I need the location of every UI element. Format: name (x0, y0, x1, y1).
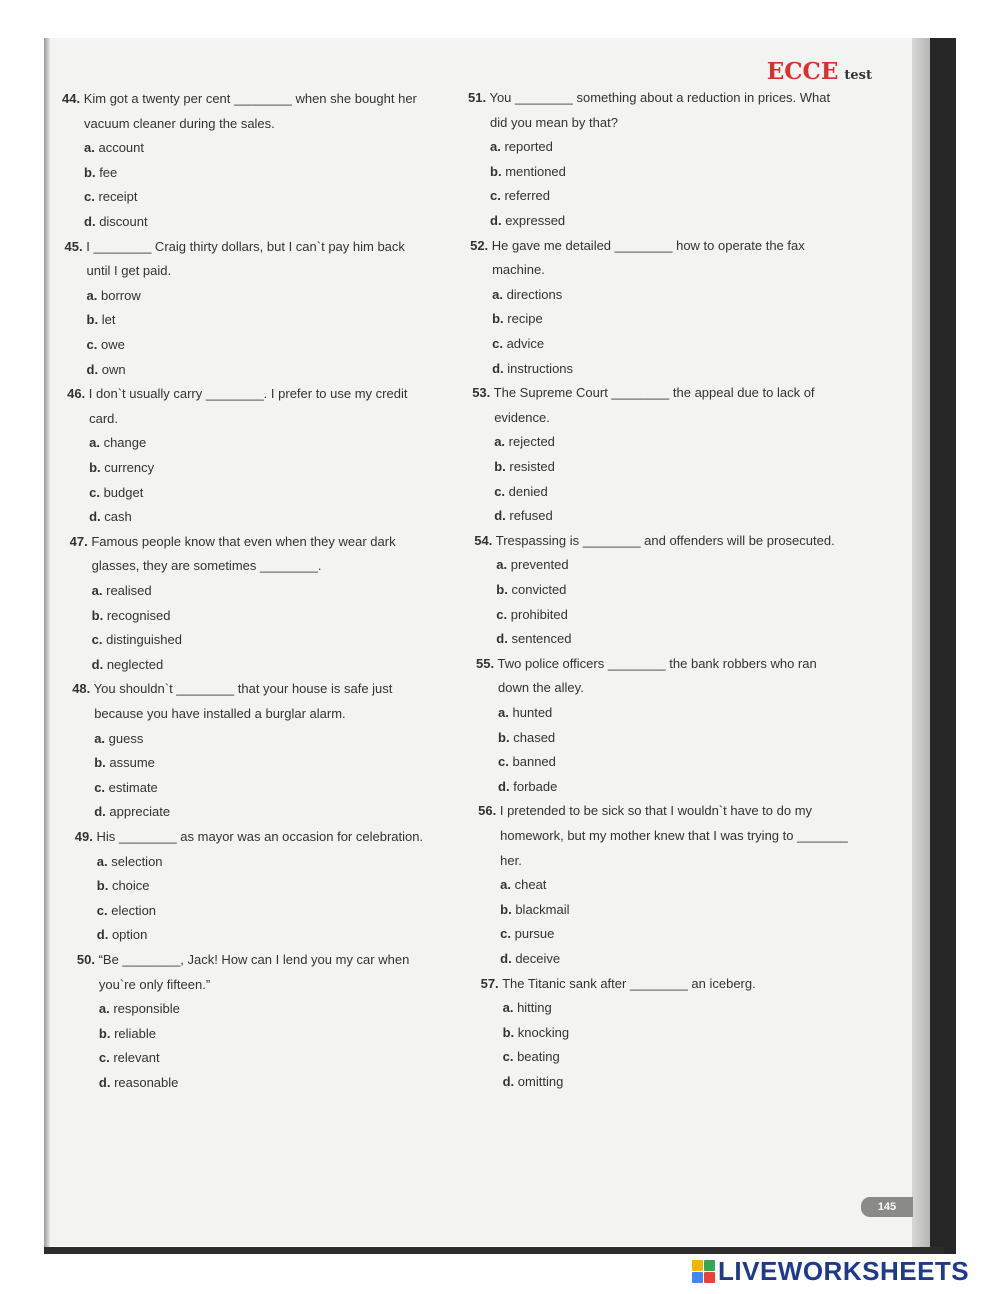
option-text: relevant (113, 1050, 160, 1066)
option-letter: a. (86, 287, 98, 303)
option-letter: a. (490, 139, 501, 155)
option-letter: a. (91, 582, 103, 598)
exam-brand: ECCE (766, 58, 839, 85)
option-text: selection (111, 853, 163, 869)
answer-option[interactable] (67, 456, 407, 481)
answer-option[interactable] (470, 357, 805, 382)
page-left-edge (44, 38, 50, 1248)
question-50 (77, 948, 409, 1096)
question-number: 49. (74, 829, 93, 844)
question-44 (62, 87, 417, 235)
question-stem-continued: machine. (492, 262, 545, 278)
option-text: change (103, 435, 147, 451)
option-text: assume (109, 755, 155, 771)
option-text: omitting (517, 1073, 564, 1089)
option-text: rejected (508, 434, 555, 450)
question-stem: He gave me detailed ________ how to operate the fax (491, 237, 805, 253)
question-stem-continued: homework, but my mother knew that I was trying to _______ (500, 827, 848, 843)
option-text: budget (103, 484, 144, 500)
answer-option[interactable] (75, 850, 423, 875)
answer-option[interactable] (474, 553, 834, 578)
option-text: recipe (507, 311, 543, 327)
option-text: banned (512, 754, 556, 770)
exam-label: test (844, 68, 872, 83)
question-number: 48. (72, 681, 91, 697)
option-letter: a. (496, 557, 508, 573)
question-47 (70, 530, 396, 678)
option-text: prevented (510, 557, 569, 573)
question-55 (476, 652, 817, 800)
option-letter: a. (502, 1000, 514, 1016)
option-text: cheat (514, 877, 547, 893)
question-number: 55. (476, 655, 495, 671)
answer-option[interactable] (468, 184, 830, 209)
answer-option[interactable] (72, 727, 392, 752)
answer-option[interactable] (65, 284, 405, 309)
option-text: receipt (98, 189, 138, 205)
option-text: mentioned (505, 163, 566, 179)
option-letter: c. (89, 484, 100, 500)
answer-option[interactable] (472, 455, 814, 480)
question-stem-continued: down the alley. (498, 680, 584, 696)
answer-option[interactable] (472, 504, 814, 529)
option-text: forbade (513, 778, 558, 794)
option-letter: c. (492, 335, 503, 351)
page-number: 145 (861, 1197, 913, 1217)
option-text: realised (106, 582, 152, 598)
option-text: advice (506, 335, 545, 351)
question-57 (481, 972, 756, 1095)
option-text: appreciate (109, 804, 171, 820)
question-stem-continued: her. (500, 852, 522, 868)
option-text: pursue (514, 926, 555, 942)
option-text: hunted (512, 704, 553, 720)
option-letter: a. (84, 140, 95, 156)
question-number: 47. (69, 533, 88, 549)
answer-option[interactable] (481, 1021, 756, 1046)
option-text: hitting (517, 1000, 552, 1016)
option-text: account (98, 140, 145, 156)
answer-option[interactable] (474, 578, 834, 603)
answer-option[interactable] (474, 603, 834, 628)
question-stem: The Titanic sank after ________ an iceberg. (502, 975, 756, 991)
question-stem-continued: card. (89, 410, 118, 426)
answer-option[interactable] (481, 996, 756, 1021)
option-letter: d. (500, 950, 512, 966)
option-text: expressed (505, 212, 566, 228)
option-letter: d. (91, 656, 104, 672)
option-letter: c. (91, 632, 103, 648)
answer-option[interactable] (77, 997, 409, 1022)
answer-option[interactable] (474, 627, 834, 652)
option-letter: c. (96, 902, 108, 918)
question-stem: I pretended to be sick so that I wouldn`t have to do my (499, 803, 813, 819)
option-letter: b. (91, 607, 104, 623)
question-54 (474, 529, 834, 652)
question-51 (468, 86, 830, 234)
question-stem-continued: glasses, they are sometimes ________. (91, 558, 322, 574)
answer-option[interactable] (77, 1046, 409, 1071)
option-text: reported (504, 139, 553, 155)
answer-option[interactable] (72, 800, 392, 825)
option-letter: b. (89, 459, 101, 475)
option-text: recognised (106, 607, 171, 623)
answer-option[interactable] (62, 136, 417, 161)
question-stem: “Be ________, Jack! How can I lend you my car when (98, 952, 410, 967)
question-46 (67, 382, 407, 530)
page-bottom-shadow (44, 1247, 944, 1254)
question-53 (472, 381, 814, 529)
question-52 (470, 234, 805, 382)
option-letter: c. (496, 606, 508, 622)
option-text: directions (506, 286, 563, 302)
answer-option[interactable] (67, 431, 407, 456)
answer-option[interactable] (75, 899, 423, 924)
option-letter: a. (494, 434, 506, 450)
option-text: reasonable (114, 1074, 179, 1090)
question-stem: You ________ something about a reduction in prices. What (489, 90, 831, 105)
question-stem: You shouldn`t ________ that your house is safe just (93, 681, 393, 697)
answer-option[interactable] (476, 750, 817, 775)
option-text: blackmail (515, 901, 570, 917)
question-49 (75, 825, 423, 948)
option-text: let (101, 312, 116, 328)
option-letter: d. (86, 361, 99, 377)
option-text: option (111, 927, 148, 943)
question-48 (72, 677, 392, 825)
option-letter: b. (498, 729, 510, 745)
option-text: resisted (509, 458, 555, 474)
option-letter: a. (498, 704, 509, 720)
question-stem: Kim got a twenty per cent ________ when she bought her (83, 91, 417, 106)
answer-option[interactable] (470, 332, 805, 357)
option-text: currency (104, 459, 155, 475)
answer-option[interactable] (476, 701, 817, 726)
liveworksheets-logo-icon (692, 1260, 714, 1282)
book-spine (930, 38, 956, 1254)
option-letter: c. (86, 336, 98, 352)
question-stem-continued: evidence. (494, 409, 550, 425)
answer-option[interactable] (62, 210, 417, 235)
option-text: refused (509, 508, 553, 524)
answer-option[interactable] (476, 726, 817, 751)
answer-option[interactable] (472, 480, 814, 505)
answer-option[interactable] (65, 333, 405, 358)
question-number: 46. (67, 386, 86, 402)
page-header (767, 58, 872, 85)
question-stem: I don`t usually carry ________. I prefer to use my credit (88, 386, 408, 402)
answer-option[interactable] (70, 628, 396, 653)
option-letter: d. (84, 213, 96, 229)
answer-option[interactable] (481, 1045, 756, 1070)
option-letter: a. (96, 853, 108, 869)
option-text: chased (513, 729, 556, 745)
question-stem-continued: because you have installed a burglar alarm. (94, 705, 346, 721)
option-letter: c. (98, 1050, 110, 1066)
answer-option[interactable] (67, 481, 407, 506)
question-stem: Trespassing is ________ and offenders will be prosecuted. (495, 532, 835, 548)
option-letter: d. (492, 360, 504, 376)
option-letter: a. (89, 435, 100, 451)
answer-option[interactable] (468, 135, 830, 160)
option-text: election (111, 902, 157, 918)
option-letter: a. (98, 1001, 110, 1017)
question-stem-continued: until I get paid. (86, 263, 172, 279)
option-text: discount (99, 213, 148, 229)
option-letter: a. (492, 286, 503, 302)
option-letter: b. (500, 901, 512, 917)
option-letter: d. (502, 1073, 515, 1089)
option-letter: b. (502, 1024, 515, 1040)
answer-option[interactable] (468, 160, 830, 185)
answer-option[interactable] (470, 283, 805, 308)
option-text: knocking (517, 1024, 570, 1040)
option-letter: c. (502, 1049, 514, 1065)
option-text: own (101, 361, 126, 377)
option-text: prohibited (510, 606, 568, 622)
answer-option[interactable] (478, 947, 848, 972)
question-number: 54. (474, 532, 493, 548)
option-letter: c. (84, 189, 95, 205)
question-number: 50. (76, 952, 95, 967)
question-stem-continued: did you mean by that? (490, 114, 618, 130)
option-letter: d. (498, 778, 510, 794)
answer-option[interactable] (65, 308, 405, 333)
option-letter: c. (500, 926, 511, 942)
question-45 (65, 235, 405, 383)
option-letter: b. (84, 164, 96, 180)
answer-option[interactable] (468, 209, 830, 234)
book-spine-shadow (912, 38, 930, 1250)
question-number: 53. (472, 385, 491, 401)
liveworksheets-brand (692, 1256, 969, 1286)
option-letter: c. (94, 779, 106, 795)
answer-option[interactable] (470, 307, 805, 332)
question-number: 44. (62, 91, 81, 106)
option-letter: d. (98, 1074, 111, 1090)
question-number: 51. (468, 90, 487, 105)
option-letter: d. (494, 508, 506, 524)
option-letter: a. (500, 877, 511, 893)
option-text: beating (517, 1049, 560, 1065)
option-text: cash (104, 509, 132, 525)
option-text: choice (111, 878, 150, 894)
option-letter: b. (490, 163, 502, 179)
option-letter: c. (494, 483, 506, 499)
option-text: referred (504, 188, 550, 204)
question-stem: I ________ Craig thirty dollars, but I can`t pay him back (86, 238, 405, 254)
question-stem: His ________ as mayor was an occasion for celebration. (96, 829, 424, 844)
option-letter: b. (496, 581, 508, 597)
question-number: 52. (470, 237, 489, 253)
answer-option[interactable] (72, 751, 392, 776)
answer-option[interactable] (478, 898, 848, 923)
answer-option[interactable] (481, 1070, 756, 1095)
option-letter: a. (94, 730, 106, 746)
answer-option[interactable] (67, 505, 407, 530)
option-letter: d. (96, 927, 109, 943)
liveworksheets-wordmark: LIVEWORKSHEETS (718, 1255, 970, 1286)
option-text: guess (108, 730, 144, 746)
option-letter: b. (96, 878, 109, 894)
answer-option[interactable] (62, 185, 417, 210)
question-stem-continued: you`re only fifteen.” (98, 976, 211, 992)
answer-option[interactable] (62, 161, 417, 186)
answer-option[interactable] (75, 923, 423, 948)
option-text: responsible (113, 1001, 180, 1017)
question-stem: Famous people know that even when they wear dark (91, 533, 396, 549)
option-letter: b. (86, 312, 99, 328)
option-letter: b. (494, 458, 506, 474)
answer-option[interactable] (478, 873, 848, 898)
option-letter: d. (94, 804, 106, 820)
option-letter: d. (496, 631, 508, 647)
answer-option[interactable] (72, 776, 392, 801)
option-letter: c. (498, 754, 509, 770)
answer-option[interactable] (70, 579, 396, 604)
option-text: reliable (114, 1025, 156, 1041)
option-text: fee (99, 164, 118, 180)
option-text: convicted (511, 581, 567, 597)
option-text: distinguished (106, 632, 182, 648)
answer-option[interactable] (476, 775, 817, 800)
question-stem: The Supreme Court ________ the appeal due to lack of (493, 385, 815, 401)
option-text: deceive (515, 950, 561, 966)
option-text: estimate (108, 779, 158, 795)
answer-option[interactable] (77, 1071, 409, 1096)
option-letter: d. (89, 509, 101, 525)
option-text: sentenced (511, 631, 572, 647)
question-56 (478, 799, 848, 971)
option-text: neglected (106, 656, 164, 672)
option-text: denied (508, 483, 548, 499)
question-number: 57. (480, 975, 499, 991)
option-text: owe (101, 336, 125, 352)
option-letter: b. (492, 311, 504, 327)
question-number: 56. (478, 803, 497, 819)
option-letter: c. (490, 188, 501, 204)
option-letter: b. (98, 1025, 111, 1041)
option-letter: b. (94, 755, 106, 771)
question-stem-continued: vacuum cleaner during the sales. (84, 115, 275, 131)
answer-option[interactable] (77, 1022, 409, 1047)
answer-option[interactable] (70, 653, 396, 678)
answer-option[interactable] (472, 430, 814, 455)
answer-option[interactable] (75, 874, 423, 899)
answer-option[interactable] (478, 922, 848, 947)
question-stem: Two police officers ________ the bank robbers who ran (497, 655, 817, 671)
option-text: borrow (101, 287, 141, 303)
answer-option[interactable] (65, 358, 405, 383)
option-letter: d. (490, 212, 502, 228)
question-number: 45. (64, 238, 83, 254)
option-text: instructions (507, 360, 574, 376)
answer-option[interactable] (70, 604, 396, 629)
